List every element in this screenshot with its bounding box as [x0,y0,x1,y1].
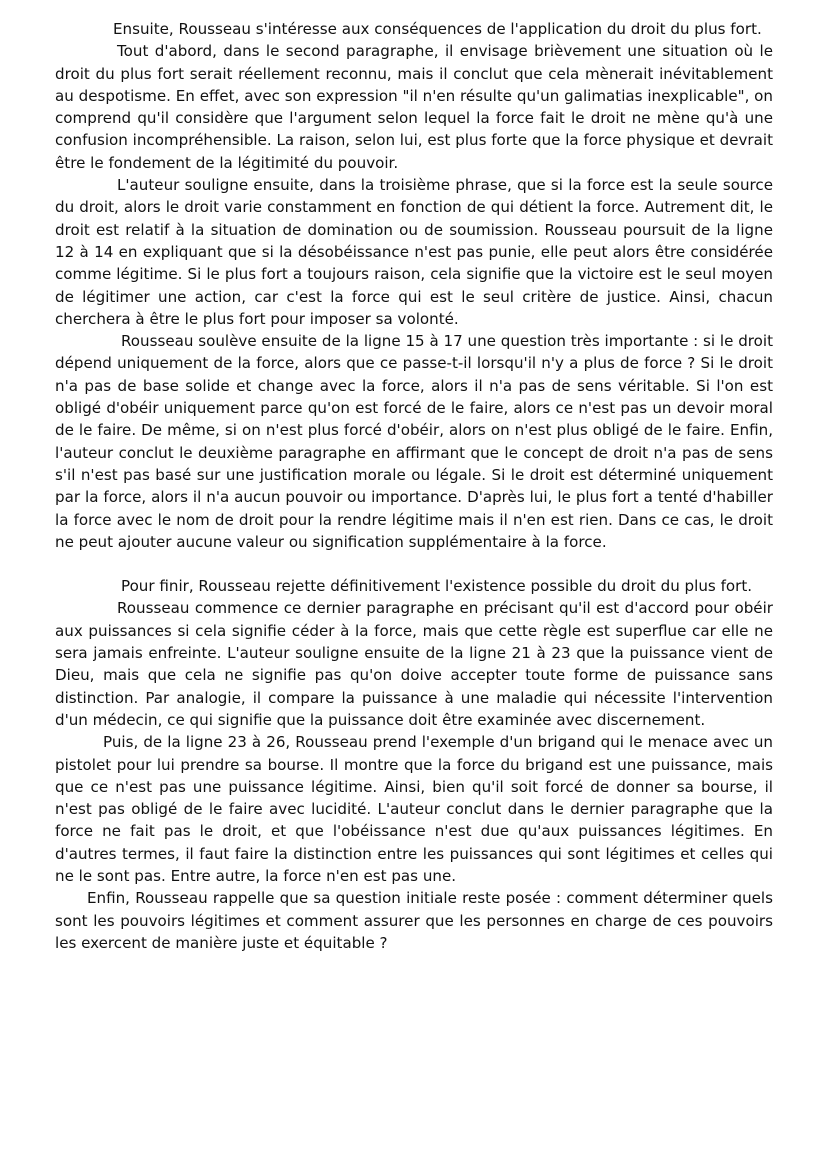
paragraph-question-force: Rousseau soulève ensuite de la ligne 15 à 17 une question très importante : si le droit dépend uniquement de la force, alors que ce passe-t-il lorsqu'il n'y a plus de force ? Si le droit n'a pas de base solide et change avec la force, alors il n'a pas de sens véritable. Si l'on est obligé d'obéir uniquement parce qu'on est forcé de le faire, alors ce n'est pas un devoir moral de le faire. De même, si on n'est plus forcé d'obéir, alors on n'est plus obligé de le faire. Enfin, l'auteur conclut le deuxième paragraphe en affirmant que le concept de droit n'a pas de sens s'il n'est pas basé sur une justification morale ou légale. Si le droit est déterminé uniquement par la force, alors il n'a aucun pouvoir ou importance. D'après lui, le plus fort a tenté d'habiller la force avec le nom de droit pour la rendre légitime mais il n'en est rien. Dans ce cas, le droit ne peut ajouter aucune valeur ou signification supplémentaire à la force. [55,332,773,551]
paragraph-intro-consequences: Ensuite, Rousseau s'intéresse aux conséquences de l'application du droit du plus fort. [113,20,762,38]
paragraph-intro-rejection: Pour finir, Rousseau rejette définitivement l'existence possible du droit du plus fort. [121,577,753,596]
paragraph-conclusion: Enfin, Rousseau rappelle que sa question initiale reste posée : comment déterminer quels sont les pouvoirs légitimes et comment assurer que les personnes en charge de ces pouvoirs les exercent de manière juste et équitable ? [55,889,773,952]
paragraph-relative-right: L'auteur souligne ensuite, dans la troisième phrase, que si la force est la seule source du droit, alors le droit varie constamment en fonction de qui détient la force. Autrement dit, le droit est relatif à la situation de domination ou de soumission. Rousseau poursuit de la ligne 12 à 14 en expliquant que si la désobéissance n'est pas punie, elle peut alors être considérée comme légitime. Si le plus fort a toujours raison, cela signifie que la victoire est le seul moyen de légitimer une action, car c'est la force qui est le seul critère de justice. Ainsi, chacun cherchera à être le plus fort pour imposer sa volonté. [55,176,773,328]
paragraph-brigand: Puis, de la ligne 23 à 26, Rousseau prend l'exemple d'un brigand qui le menace avec un pistolet pour lui prendre sa bourse. Il montre que la force du brigand est une puissance, mais que ce n'est pas une puissance légitime. Ainsi, bien qu'il soit forcé de donner sa bourse, il n'est pas obligé de le faire avec lucidité. L'auteur conclut dans le dernier paragraphe que la force ne fait pas le droit, et que l'obéissance n'est due qu'aux puissances légitimes. En d'autres termes, il faut faire la distinction entre les puissances qui sont légitimes et celles qui ne le sont pas. Entre autre, la force n'en est pas une. [55,733,773,885]
paragraph-despotism: Tout d'abord, dans le second paragraphe, il envisage brièvement une situation où le droit du plus fort serait réellement reconnu, mais il conclut que cela mènerait inévitablement au despotisme. En effet, avec son expression "il n'en résulte qu'un galimatias inexplicable", on comprend qu'il considère que l'argument selon lequel la force fait le droit ne mène qu'à une confusion incompréhensible. La raison, selon lui, est plus forte que la force physique et devrait être le fondement de la légitimité du pouvoir. [55,42,773,172]
paragraph-powers: Rousseau commence ce dernier paragraphe en précisant qu'il est d'accord pour obéir aux puissances si cela signifie céder à la force, mais que cette règle est superflue car elle ne sera jamais enfreinte. L'auteur souligne ensuite de la ligne 21 à 23 que la puissance vient de Dieu, mais que cela ne signifie pas qu'on doive accepter toute forme de puissance sans distinction. Par analogie, il compare la puissance à une maladie qui nécessite l'intervention d'un médecin, ce qui signifie que la puissance doit être examinée avec discernement. [55,599,773,729]
section-spacer [55,553,773,575]
